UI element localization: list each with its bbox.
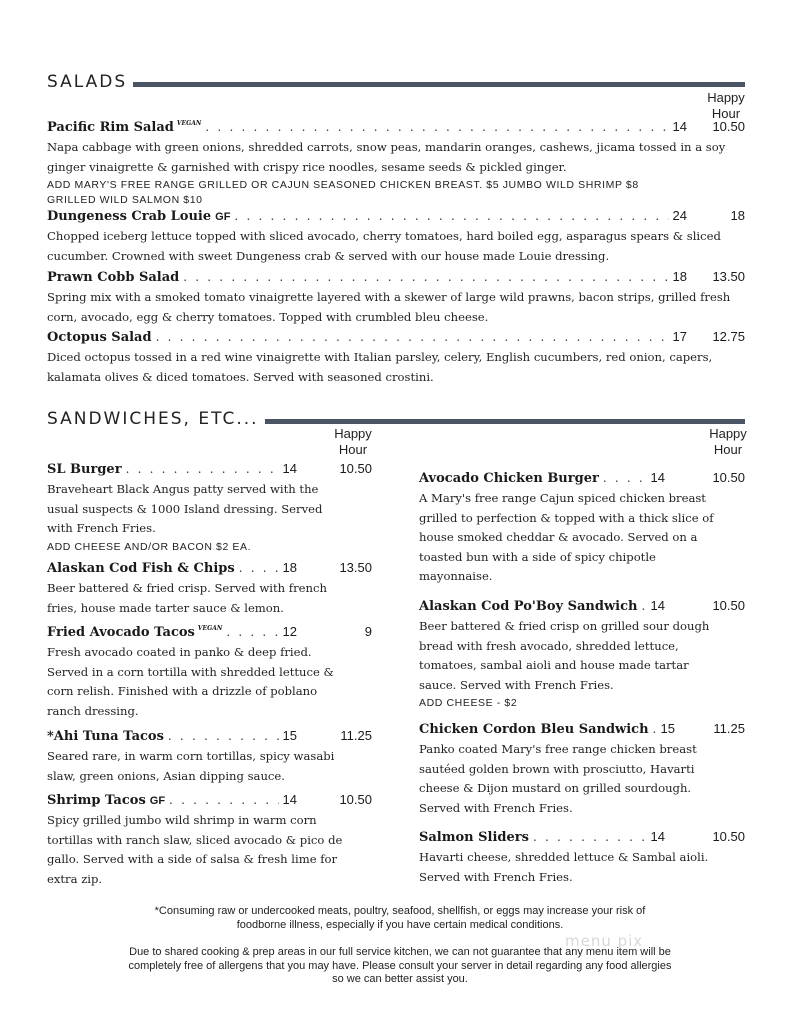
item-description: Panko coated Mary's free range chicken breast sautéed golden brown with prosciutto, Havarti cheese & Dijon mustard on grilled sourdough. Served with French Fries. <box>419 742 697 815</box>
item-name: Alaskan Cod Po'Boy Sandwich <box>419 599 638 614</box>
menu-item-pacific-rim-salad <box>47 119 745 208</box>
watermark-logo: menu pix <box>565 932 644 950</box>
item-addon: ADD CHEESE AND/OR BACON $2 EA. <box>47 540 252 553</box>
item-name: Salmon Sliders <box>419 830 529 845</box>
allergen-notice: Due to shared cooking & prep areas in our full service kitchen, we can not guarantee that any menu item will be completely free of allergens that you may have. Please consult your server in detail regarding any food allergies so we can better assist you. <box>128 946 672 985</box>
item-price: 14 <box>650 829 665 844</box>
dot-leader <box>156 330 669 344</box>
dot-leader <box>205 120 668 134</box>
salads-rule <box>133 82 745 87</box>
item-description: Fresh avocado coated in panko & deep fried. Served in a corn tortilla with shredded lettuce & corn relish. Finished with a drizzle of poblano ranch dressing. <box>47 645 334 718</box>
item-hh-price: 13.50 <box>339 560 372 575</box>
item-price: 14 <box>282 792 297 807</box>
vegan-badge: VEGAN <box>176 120 202 127</box>
item-name: Avocado Chicken Burger <box>419 471 599 486</box>
item-name: *Ahi Tuna Tacos <box>47 729 164 744</box>
menu-item-shrimp-tacos <box>47 792 372 889</box>
menu-item-dungeness-crab-louie <box>47 208 745 266</box>
item-addon: ADD MARY'S FREE RANGE GRILLED OR CAJUN SEASONED CHICKEN BREAST. $5 JUMBO WILD SHRIMP $8 GRILLED WILD SALMON $10 <box>47 179 639 207</box>
dot-leader <box>239 561 279 575</box>
item-description: Spring mix with a smoked tomato vinaigrette layered with a skewer of large wild prawns, bacon strips, grilled fresh corn, avocado, egg & cherry tomatoes. Topped with crumbled bleu cheese. <box>47 290 731 324</box>
menu-item-chicken-cordon-bleu <box>419 721 745 818</box>
item-hh-price: 10.50 <box>712 119 745 134</box>
item-description: Seared rare, in warm corn tortillas, spicy wasabi slaw, green onions, Asian dipping sauce. <box>47 749 335 783</box>
item-name: Chicken Cordon Bleu Sandwich <box>419 722 649 737</box>
item-price: 14 <box>672 119 687 134</box>
item-price: 15 <box>660 721 675 736</box>
gf-badge: GF <box>215 211 231 223</box>
item-description: Beer battered & fried crisp on grilled sour dough bread with fresh avocado, shredded lettuce, tomatoes, sambal aioli and house made tartar sauce. Served with French Fries. <box>419 619 710 692</box>
vegan-badge: VEGAN <box>197 625 223 632</box>
sandwiches-header <box>47 409 745 429</box>
item-hh-price: 10.50 <box>712 829 745 844</box>
sandwiches-title: SANDWICHES, ETC... <box>47 409 259 429</box>
menu-item-fried-avocado-tacos <box>47 624 372 721</box>
item-description: Braveheart Black Angus patty served with the usual suspects & 1000 Island dressing. Served with French Fries. <box>47 482 323 536</box>
sandwiches-rule <box>265 419 745 424</box>
item-hh-price: 10.50 <box>339 461 372 476</box>
item-name: SL Burger <box>47 462 122 477</box>
item-name: Alaskan Cod Fish & Chips <box>47 561 235 576</box>
item-name: Shrimp Tacos <box>47 793 146 808</box>
item-description: Napa cabbage with green onions, shredded carrots, snow peas, mandarin oranges, cashews, jicama tossed in a soy ginger vinaigrette & garnished with crispy rice noodles, sesame seeds & pickled ginger. <box>47 140 726 174</box>
item-hh-price: 13.50 <box>712 269 745 284</box>
sandwiches-happy-hour-label-left: Happy Hour <box>334 426 372 457</box>
dot-leader <box>234 209 668 223</box>
item-hh-price: 12.75 <box>712 329 745 344</box>
dot-leader <box>603 471 647 485</box>
menu-item-prawn-cobb-salad <box>47 269 745 327</box>
item-description: Havarti cheese, shredded lettuce & Sambal aioli. Served with French Fries. <box>419 850 709 884</box>
item-price: 14 <box>282 461 297 476</box>
salads-title: SALADS <box>47 72 128 92</box>
item-hh-price: 18 <box>730 208 745 223</box>
item-description: A Mary's free range Cajun spiced chicken breast grilled to perfection & topped with a thick slice of house smoked cheddar & avocado. Served on a toasted bun with a side of spicy chipotle mayonnaise. <box>419 491 714 584</box>
item-name: Dungeness Crab Louie <box>47 209 212 224</box>
item-hh-price: 10.50 <box>339 792 372 807</box>
item-name: Prawn Cobb Salad <box>47 270 180 285</box>
dot-leader <box>641 599 646 613</box>
item-name: Pacific Rim Salad <box>47 120 174 135</box>
item-description: Spicy grilled jumbo wild shrimp in warm corn tortillas with ranch slaw, sliced avocado & pico de gallo. Served with a side of salsa & fresh lime for extra zip. <box>47 813 343 886</box>
item-description: Diced octopus tossed in a red wine vinaigrette with Italian parsley, celery, English cucumbers, red onion, capers, kalamata olives & diced tomatoes. Served with seasoned crostini. <box>47 350 713 384</box>
dot-leader <box>533 830 647 844</box>
item-price: 24 <box>672 208 687 223</box>
item-description: Chopped iceberg lettuce topped with sliced avocado, cherry tomatoes, hard boiled egg, asparagus spears & sliced cucumber. Crowned with sweet Dungeness crab & served with our house made Louie dressing. <box>47 229 721 263</box>
item-price: 14 <box>650 598 665 613</box>
item-description: Beer battered & fried crisp. Served with french fries, house made tarter sauce & lemon. <box>47 581 327 615</box>
gf-badge: GF <box>149 795 166 807</box>
item-price: 18 <box>672 269 687 284</box>
item-price: 18 <box>282 560 297 575</box>
dot-leader <box>168 729 279 743</box>
item-hh-price: 9 <box>364 624 372 639</box>
dot-leader <box>169 793 278 807</box>
sandwiches-happy-hour-label-right: Happy Hour <box>709 426 747 457</box>
item-name: Fried Avocado Tacos <box>47 625 195 640</box>
item-hh-price: 11.25 <box>340 728 372 743</box>
item-hh-price: 10.50 <box>712 470 745 485</box>
menu-item-avocado-chicken-burger <box>419 470 745 587</box>
item-price: 17 <box>672 329 687 344</box>
menu-item-sl-burger <box>47 461 372 555</box>
item-price: 12 <box>282 624 297 639</box>
item-price: 14 <box>650 470 665 485</box>
menu-item-alaskan-cod-poboy <box>419 598 745 711</box>
item-name: Octopus Salad <box>47 330 152 345</box>
item-price: 15 <box>282 728 297 743</box>
menu-item-alaskan-cod-fish-chips <box>47 560 372 618</box>
salads-header <box>47 72 745 92</box>
raw-food-warning: *Consuming raw or undercooked meats, poultry, seafood, shellfish, or eggs may increase your risk of foodborne illness, especially if you have certain medical conditions. <box>154 905 646 931</box>
dot-leader <box>183 270 668 284</box>
salads-happy-hour-label: Happy Hour <box>707 90 745 121</box>
item-addon: ADD CHEESE - $2 <box>419 697 518 710</box>
dot-leader <box>226 625 278 639</box>
item-hh-price: 10.50 <box>712 598 745 613</box>
dot-leader <box>126 462 279 476</box>
menu-item-octopus-salad <box>47 329 745 387</box>
dot-leader <box>653 722 657 736</box>
menu-item-ahi-tuna-tacos <box>47 728 372 786</box>
item-hh-price: 11.25 <box>713 721 745 736</box>
menu-item-salmon-sliders <box>419 829 745 887</box>
